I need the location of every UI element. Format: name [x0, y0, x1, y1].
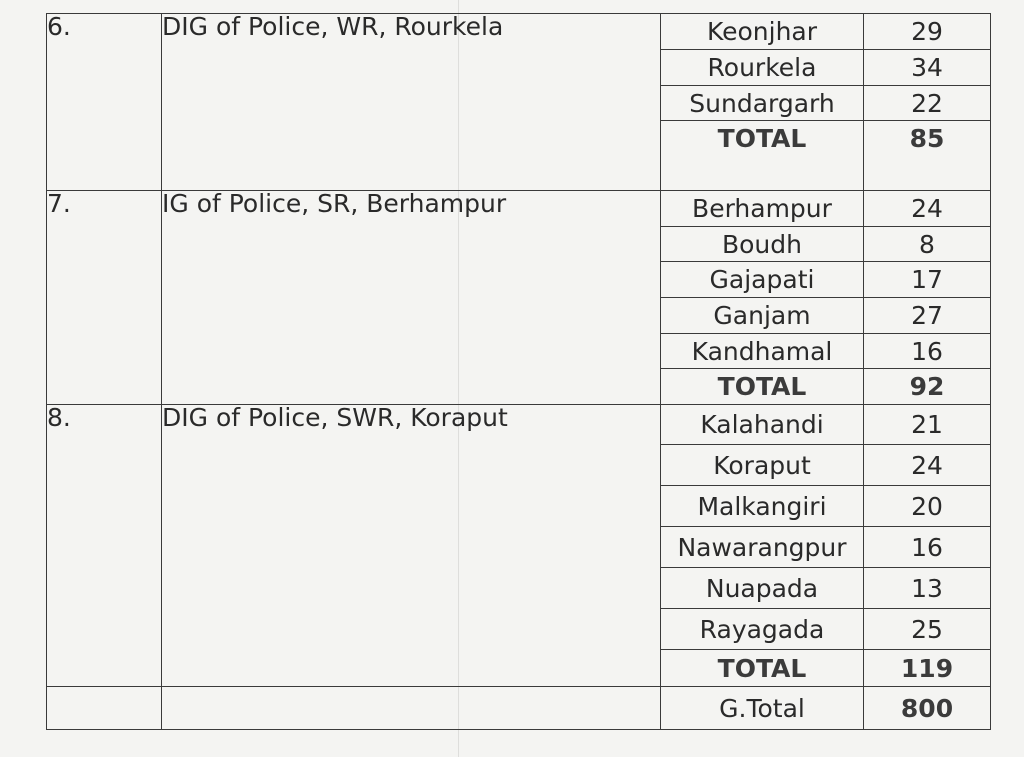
district-name: Sundargarh — [661, 86, 864, 121]
district-count: 34 — [864, 50, 991, 86]
total-value: 119 — [864, 650, 991, 687]
district-count: 25 — [864, 609, 991, 650]
grand-total-value: 800 — [864, 687, 991, 730]
total-value: 85 — [864, 121, 991, 157]
blank-cell — [162, 687, 661, 730]
serial-number: 8. — [47, 405, 162, 687]
district-count: 27 — [864, 298, 991, 334]
district-count: 29 — [864, 14, 991, 50]
district-name: Nuapada — [661, 568, 864, 609]
district-name: Boudh — [661, 227, 864, 262]
district-name: Kalahandi — [661, 405, 864, 445]
district-count: 21 — [864, 405, 991, 445]
district-name: Ganjam — [661, 298, 864, 334]
blank-cell — [661, 157, 864, 191]
district-name: Gajapati — [661, 262, 864, 298]
serial-number: 7. — [47, 191, 162, 405]
office-name: DIG of Police, WR, Rourkela — [162, 14, 661, 191]
table-row — [47, 14, 991, 50]
district-name: Koraput — [661, 445, 864, 486]
grand-total-label: G.Total — [661, 687, 864, 730]
grand-total-row — [47, 687, 991, 730]
blank-cell — [47, 687, 162, 730]
district-name: Kandhamal — [661, 334, 864, 369]
district-name: Rayagada — [661, 609, 864, 650]
district-count: 13 — [864, 568, 991, 609]
district-name: Keonjhar — [661, 14, 864, 50]
total-label: TOTAL — [661, 650, 864, 687]
total-value: 92 — [864, 369, 991, 405]
district-count: 24 — [864, 445, 991, 486]
total-label: TOTAL — [661, 121, 864, 157]
district-count: 16 — [864, 527, 991, 568]
table-row — [47, 191, 991, 227]
district-count: 24 — [864, 191, 991, 227]
district-count: 20 — [864, 486, 991, 527]
district-count: 22 — [864, 86, 991, 121]
office-name: IG of Police, SR, Berhampur — [162, 191, 661, 405]
district-allocation-table — [46, 13, 991, 730]
table-row — [47, 405, 991, 445]
district-name: Rourkela — [661, 50, 864, 86]
serial-number: 6. — [47, 14, 162, 191]
district-name: Berhampur — [661, 191, 864, 227]
district-name: Nawarangpur — [661, 527, 864, 568]
office-name: DIG of Police, SWR, Koraput — [162, 405, 661, 687]
blank-cell — [864, 157, 991, 191]
total-label: TOTAL — [661, 369, 864, 405]
district-count: 8 — [864, 227, 991, 262]
district-name: Malkangiri — [661, 486, 864, 527]
district-count: 17 — [864, 262, 991, 298]
district-count: 16 — [864, 334, 991, 369]
